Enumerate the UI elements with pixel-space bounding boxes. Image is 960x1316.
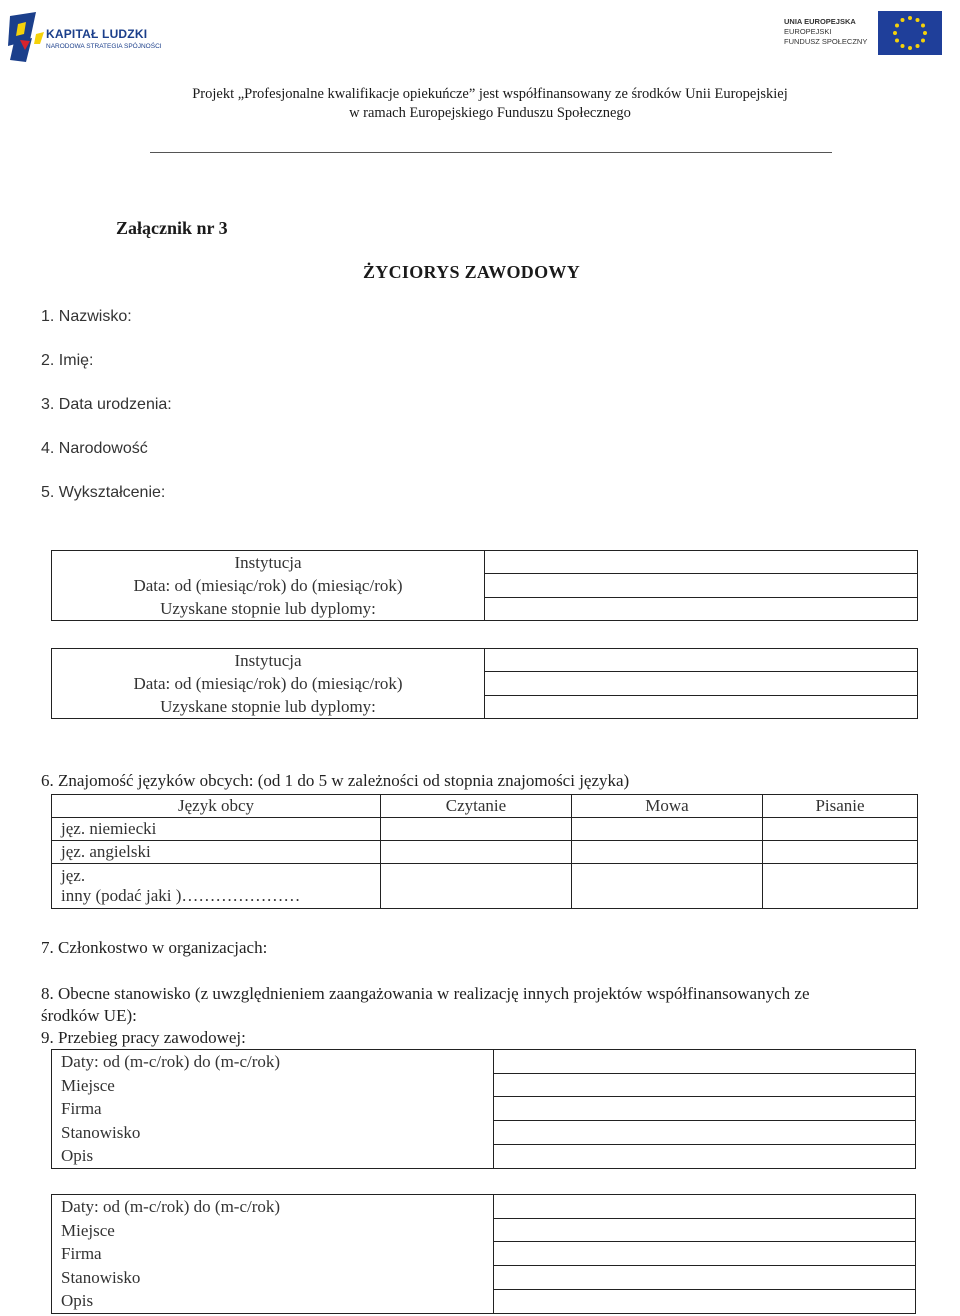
eu-logo-line3: FUNDUSZ SPOŁECZNY — [784, 37, 868, 46]
work-table-2 — [51, 1194, 916, 1314]
writing-cell[interactable] — [763, 864, 918, 909]
reading-cell[interactable] — [381, 864, 572, 909]
work-label: Firma — [61, 1244, 102, 1263]
speaking-cell[interactable] — [572, 864, 763, 909]
eu-star-icon — [895, 24, 899, 28]
eu-flag-icon — [878, 11, 942, 55]
work-history-heading: 9. Przebieg pracy zawodowej: — [41, 1028, 246, 1047]
work-label: Firma — [61, 1099, 102, 1118]
eu-star-icon — [901, 44, 905, 48]
work-label: Daty: od (m-c/rok) do (m-c/rok) — [61, 1197, 281, 1216]
attachment-label: Załącznik nr 3 — [116, 218, 228, 238]
eu-star-icon — [908, 46, 912, 50]
header-divider — [150, 152, 832, 153]
eu-logo-line1: UNIA EUROPEJSKA — [784, 17, 856, 26]
writing-cell[interactable] — [763, 818, 918, 841]
language-row — [52, 841, 918, 864]
language-name: jęz. angielski — [52, 841, 381, 864]
work-label: Miejsce — [61, 1075, 115, 1095]
field-first-name: 2. Imię: — [41, 352, 94, 369]
education-label: Uzyskane stopnie lub dyplomy: — [160, 599, 376, 618]
eu-star-icon — [908, 16, 912, 20]
work-table-1 — [51, 1049, 916, 1169]
logo-subtitle: NARODOWA STRATEGIA SPÓJNOŚCI — [46, 43, 162, 50]
education-label: Data: od (miesiąc/rok) do (miesiąc/rok) — [133, 674, 403, 693]
work-label: Opis — [61, 1291, 94, 1310]
eu-star-icon — [923, 31, 927, 35]
education-table-1 — [51, 550, 918, 621]
work-value-field[interactable] — [494, 1073, 916, 1097]
work-label: Opis — [61, 1146, 94, 1165]
work-value-field[interactable] — [494, 1097, 916, 1121]
work-value-field[interactable] — [494, 1218, 916, 1242]
education-value-field[interactable] — [485, 672, 918, 695]
education-labels — [52, 551, 485, 621]
field-birth-date: 3. Data urodzenia: — [41, 396, 172, 413]
field-nationality: 4. Narodowość — [41, 440, 148, 457]
column-header-writing: Pisanie — [763, 795, 918, 818]
language-row — [52, 818, 918, 841]
education-table-2 — [51, 648, 918, 719]
education-label: Instytucja — [234, 651, 302, 670]
reading-cell[interactable] — [381, 818, 572, 841]
education-value-field[interactable] — [485, 695, 918, 718]
work-label: Stanowisko — [61, 1267, 141, 1287]
work-value-field[interactable] — [494, 1121, 916, 1145]
work-value-field[interactable] — [494, 1266, 916, 1290]
writing-cell[interactable] — [763, 841, 918, 864]
language-name: jęz. niemiecki — [52, 818, 381, 841]
column-header-language: Język obcy — [52, 795, 381, 818]
education-label: Data: od (miesiąc/rok) do (miesiąc/rok) — [133, 576, 403, 595]
position-heading-line-2: środków UE): — [41, 1006, 137, 1025]
work-labels — [52, 1195, 494, 1314]
logo-name: KAPITAŁ LUDZKI — [46, 27, 148, 41]
eu-star-icon — [921, 39, 925, 43]
work-labels — [52, 1050, 494, 1169]
education-value-field[interactable] — [485, 597, 918, 620]
column-header-reading: Czytanie — [381, 795, 572, 818]
education-label: Instytucja — [234, 553, 302, 572]
education-value-field[interactable] — [485, 649, 918, 672]
education-value-field[interactable] — [485, 551, 918, 574]
work-value-field[interactable] — [494, 1050, 916, 1074]
position-heading-line-1: 8. Obecne stanowisko (z uwzględnieniem zaangażowania w realizację innych projektów współfinansowanych ze — [41, 984, 810, 1003]
eu-star-icon — [921, 24, 925, 28]
education-label: Uzyskane stopnie lub dyplomy: — [160, 697, 376, 716]
work-value-field[interactable] — [494, 1144, 916, 1168]
eu-star-icon — [901, 18, 905, 22]
work-value-field[interactable] — [494, 1242, 916, 1266]
column-header-speaking: Mowa — [572, 795, 763, 818]
project-line-2: w ramach Europejskiego Funduszu Społecznego — [349, 105, 631, 121]
membership-heading: 7. Członkostwo w organizacjach: — [41, 938, 268, 957]
eu-star-icon — [893, 31, 897, 35]
project-line-1: Projekt „Profesjonalne kwalifikacje opiekuńcze” jest współfinansowany ze środków Unii Europejskiej — [192, 86, 788, 102]
eu-logo-text — [784, 17, 876, 47]
languages-heading: 6. Znajomość języków obcych: (od 1 do 5 w zależności od stopnia znajomości języka) — [41, 771, 630, 790]
document-title: ŻYCIORYS ZAWODOWY — [363, 262, 580, 282]
language-row — [52, 864, 918, 909]
work-label: Stanowisko — [61, 1122, 141, 1142]
field-surname: 1. Nazwisko: — [41, 308, 132, 325]
speaking-cell[interactable] — [572, 841, 763, 864]
work-label: Daty: od (m-c/rok) do (m-c/rok) — [61, 1052, 281, 1071]
languages-table — [51, 794, 918, 909]
education-labels — [52, 649, 485, 719]
language-name: inny (podać jaki )………………… — [61, 886, 301, 905]
work-value-field[interactable] — [494, 1289, 916, 1313]
work-label: Miejsce — [61, 1220, 115, 1240]
reading-cell[interactable] — [381, 841, 572, 864]
field-education: 5. Wykształcenie: — [41, 484, 166, 501]
eu-star-icon — [895, 39, 899, 43]
eu-star-icon — [916, 44, 920, 48]
work-value-field[interactable] — [494, 1195, 916, 1219]
eu-star-icon — [916, 18, 920, 22]
eu-logo-line2: EUROPEJSKI — [784, 27, 832, 36]
education-value-field[interactable] — [485, 574, 918, 597]
language-name: jęz. — [61, 866, 86, 885]
speaking-cell[interactable] — [572, 818, 763, 841]
language-other — [52, 864, 381, 909]
